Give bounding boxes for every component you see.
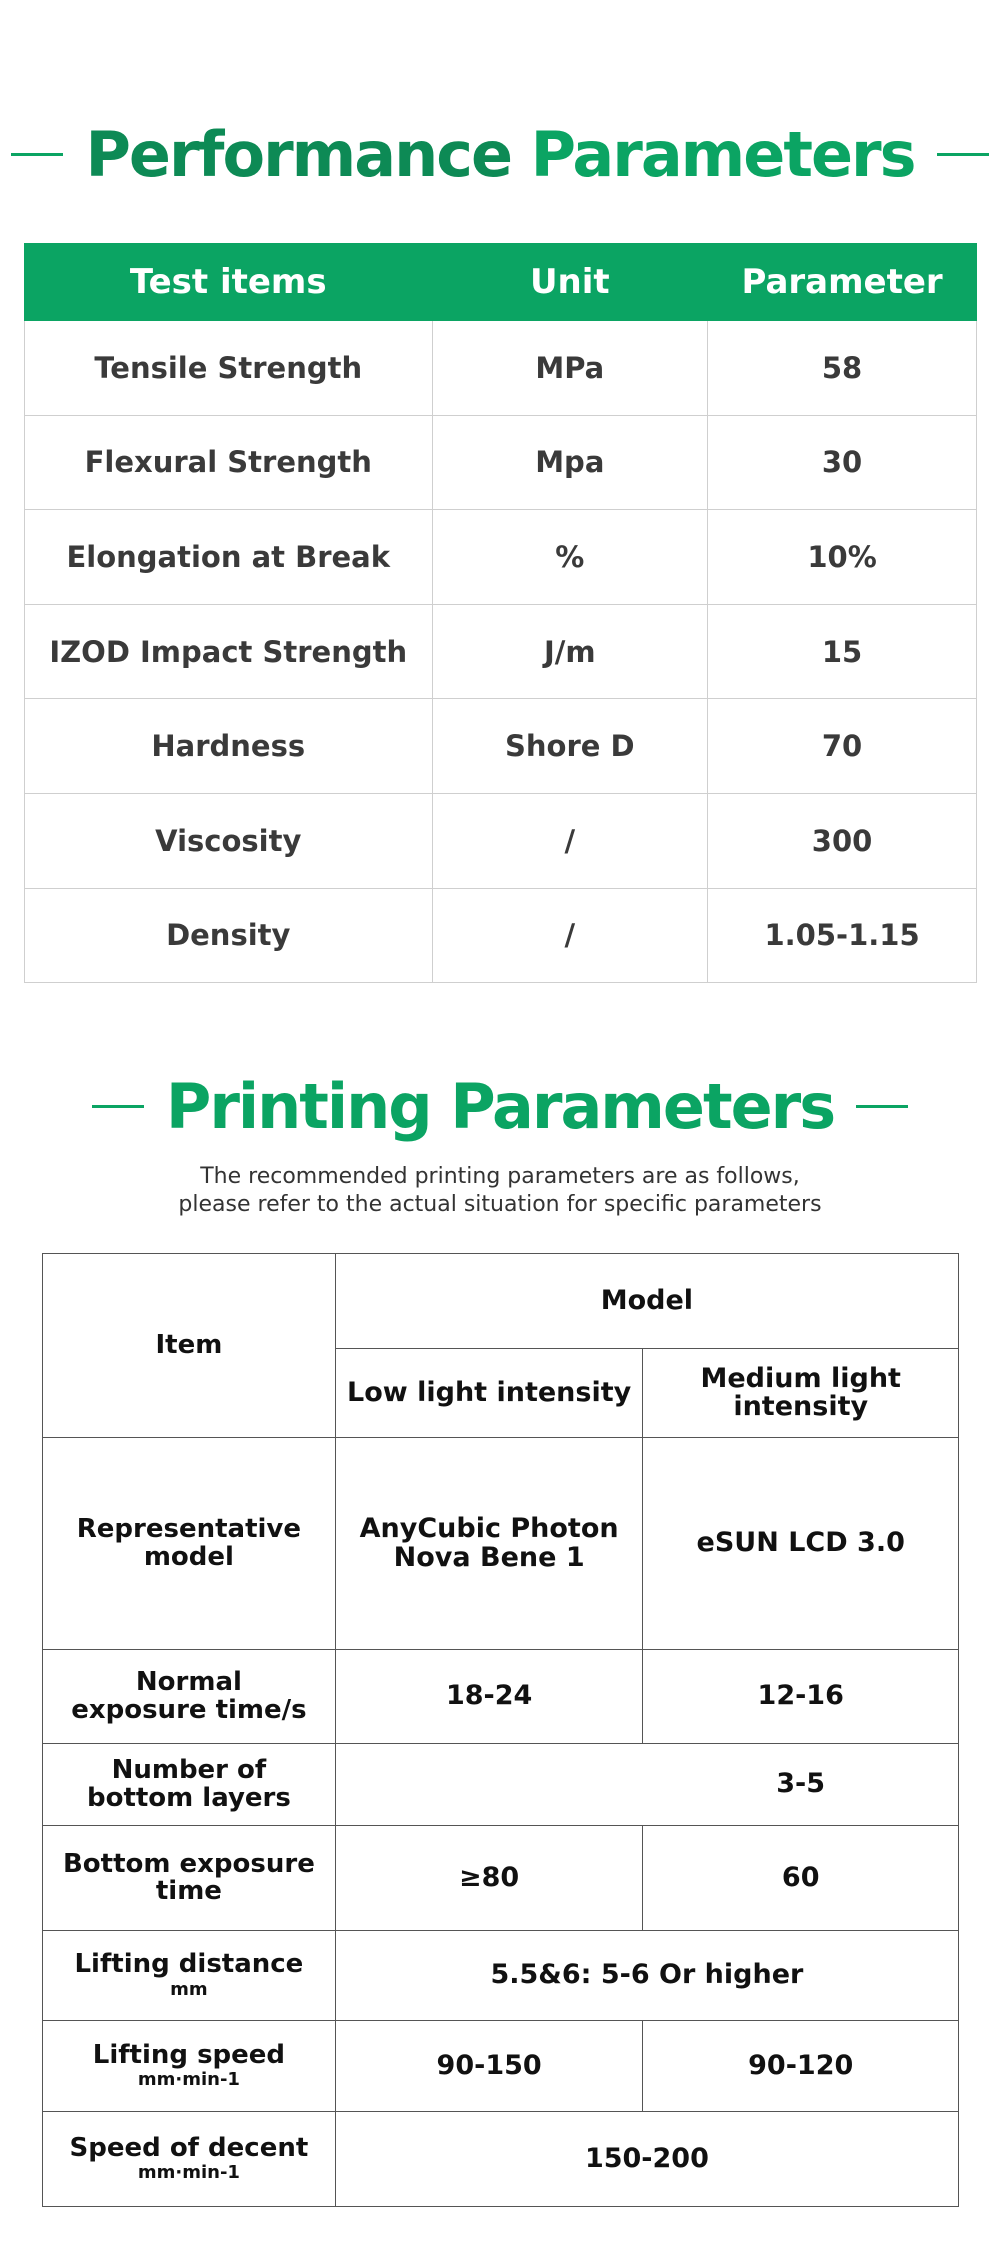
row-item: Hardness — [25, 699, 433, 794]
row-unit: / — [432, 888, 708, 983]
header-medium-light: Medium light intensity — [643, 1349, 959, 1438]
row-item: Flexural Strength — [25, 415, 433, 510]
title-dash-right — [937, 153, 989, 156]
lifting-speed-low: 90-150 — [335, 2021, 643, 2112]
table-row — [43, 2112, 959, 2207]
row-value: 1.05-1.15 — [708, 888, 977, 983]
performance-title-text: Performance Parameters — [85, 118, 915, 191]
table-row — [43, 1254, 959, 1349]
lifting-distance-label: Lifting distance mm — [43, 1931, 336, 2021]
normal-exposure-label: Normal exposure time/s — [43, 1650, 336, 1744]
table-row — [43, 1438, 959, 1650]
table-row — [25, 604, 977, 699]
row-value: 70 — [708, 699, 977, 794]
performance-table — [24, 243, 977, 983]
bottom-exposure-medium: 60 — [643, 1826, 959, 1931]
table-row — [25, 415, 977, 510]
rep-model-medium: eSUN LCD 3.0 — [643, 1438, 959, 1650]
row-value: 10% — [708, 510, 977, 605]
table-row — [43, 2021, 959, 2112]
row-item: IZOD Impact Strength — [25, 604, 433, 699]
table-row — [43, 1931, 959, 2021]
printing-title-text: Printing Parameters — [165, 1070, 835, 1143]
table-row — [43, 1650, 959, 1744]
row-value: 30 — [708, 415, 977, 510]
table-row — [25, 699, 977, 794]
table-row — [43, 1744, 959, 1826]
decent-speed-label: Speed of decent mm·min-1 — [43, 2112, 336, 2207]
bottom-layers-value: 3-5 — [335, 1744, 958, 1826]
title-dash-right — [856, 1105, 908, 1108]
row-unit: J/m — [432, 604, 708, 699]
table-row — [25, 888, 977, 983]
row-item: Tensile Strength — [25, 321, 433, 416]
row-value: 300 — [708, 793, 977, 888]
row-unit: Mpa — [432, 415, 708, 510]
table-row — [25, 793, 977, 888]
row-unit: % — [432, 510, 708, 605]
row-value: 15 — [708, 604, 977, 699]
row-unit: / — [432, 793, 708, 888]
subtitle-line-2: please refer to the actual situation for specific parameters — [178, 1192, 822, 1217]
bottom-layers-label: Number of bottom layers — [43, 1744, 336, 1826]
lifting-distance-value: 5.5&6: 5-6 Or higher — [335, 1931, 958, 2021]
lifting-speed-label: Lifting speed mm·min-1 — [43, 2021, 336, 2112]
rep-model-label: Representative model — [43, 1438, 336, 1650]
row-item: Density — [25, 888, 433, 983]
printing-subtitle — [0, 1163, 1000, 1219]
header-test-items: Test items — [25, 244, 433, 321]
table-row — [25, 321, 977, 416]
header-unit: Unit — [432, 244, 708, 321]
row-unit: Shore D — [432, 699, 708, 794]
rep-model-low: AnyCubic Photon Nova Bene 1 — [335, 1438, 643, 1650]
subtitle-line-1: The recommended printing parameters are as follows, — [200, 1164, 800, 1189]
title-dash-left — [92, 1105, 144, 1108]
title-dash-left — [11, 153, 63, 156]
row-item: Viscosity — [25, 793, 433, 888]
row-item: Elongation at Break — [25, 510, 433, 605]
header-parameter: Parameter — [708, 244, 977, 321]
decent-speed-value: 150-200 — [335, 2112, 958, 2207]
header-model: Model — [335, 1254, 958, 1349]
normal-exposure-low: 18-24 — [335, 1650, 643, 1744]
row-unit: MPa — [432, 321, 708, 416]
table-row — [25, 510, 977, 605]
table-row — [43, 1826, 959, 1931]
printing-title — [0, 1070, 1000, 1143]
performance-header-row — [25, 244, 977, 321]
performance-title — [0, 118, 1000, 191]
bottom-exposure-low: ≥80 — [335, 1826, 643, 1931]
lifting-speed-medium: 90-120 — [643, 2021, 959, 2112]
bottom-exposure-label: Bottom exposure time — [43, 1826, 336, 1931]
header-low-light: Low light intensity — [335, 1349, 643, 1438]
row-value: 58 — [708, 321, 977, 416]
header-item: Item — [43, 1254, 336, 1438]
printing-table — [42, 1253, 959, 2207]
normal-exposure-medium: 12-16 — [643, 1650, 959, 1744]
